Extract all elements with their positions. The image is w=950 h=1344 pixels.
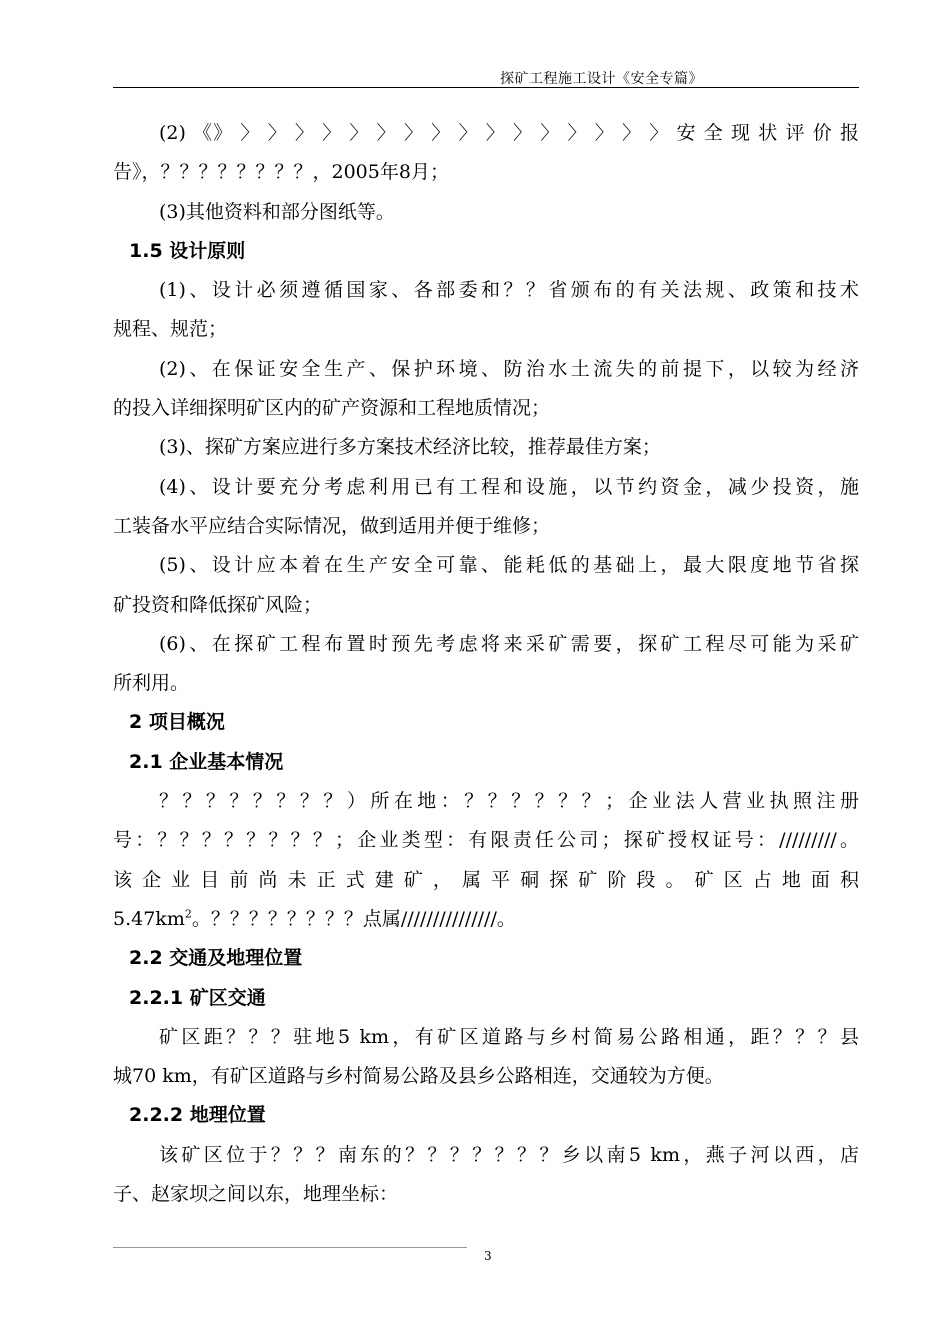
traffic-line-1: 矿区距？？？驻地5 km，有矿区道路与乡村简易公路相通，距？？？县 [159, 1025, 859, 1048]
location-line-1: 该矿区位于？？？南东的？？？？？？？乡以南5 km，燕子河以西，店 [159, 1143, 859, 1166]
header-divider [113, 87, 859, 88]
reference-2-line-1: (2) 《》 〉 〉 〉 〉 〉 〉 〉 〉 〉 〉 〉 〉 〉 〉 〉 〉 安 全 现 状 评 价 报 [159, 122, 859, 144]
principle-5-line-1: (5)、设计应本着在生产安全可靠、能耗低的基础上，最大限度地节省探 [159, 554, 859, 577]
enterprise-line-2: 号：？？？？？？？？；企业类型：有限责任公司；探矿授权证号：/////////。 [113, 829, 859, 852]
area-value: 5.47km [113, 907, 185, 930]
enterprise-line-1: ？？？？？？？？）所在地：？？？？？？；企业法人营业执照注册 [159, 790, 859, 813]
section-heading-2-1: 2.1 企业基本情况 [129, 750, 284, 773]
principle-2-line-1: (2)、在保证安全生产、保护环境、防治水土流失的前提下，以较为经济 [159, 357, 859, 380]
section-heading-1-5: 1.5 设计原则 [129, 239, 246, 262]
enterprise-line-3: 该企业目前尚未正式建矿，属平硐探矿阶段。矿区占地面积 [113, 868, 859, 891]
principle-6-line-1: (6)、在探矿工程布置时预先考虑将来采矿需要，探矿工程尽可能为采矿 [159, 632, 859, 655]
traffic-line-2: 城70 km，有矿区道路与乡村简易公路及县乡公路相连，交通较为方便。 [113, 1065, 724, 1088]
page-number: 3 [484, 1249, 492, 1263]
enterprise-line-4 [113, 900, 859, 939]
location-line-2: 子、赵家坝之间以东，地理坐标： [113, 1183, 399, 1206]
principle-2-line-2: 的投入详细探明矿区内的矿产资源和工程地质情况； [113, 397, 551, 420]
header-title: 探矿工程施工设计《安全专篇》 [500, 71, 703, 87]
reference-2-line-2: 告》，？？？？？？？？，2005年8月； [113, 161, 449, 184]
section-heading-2-2-2: 2.2.2 地理位置 [129, 1104, 266, 1127]
principle-1-line-1: (1)、设计必须遵循国家、各部委和？？省颁布的有关法规、政策和技术 [159, 279, 859, 302]
section-heading-2: 2 项目概况 [129, 711, 225, 734]
document-body [113, 114, 859, 1214]
area-unit-exponent: 2 [184, 907, 192, 921]
principle-4-line-2: 工装备水平应结合实际情况，做到适用并便于维修； [113, 514, 551, 537]
principle-5-line-2: 矿投资和降低探矿风险； [113, 593, 323, 616]
principle-6-line-2: 所利用。 [113, 672, 190, 695]
section-heading-2-2: 2.2 交通及地理位置 [129, 947, 303, 970]
enterprise-line-4-rest: 。？？？？？？？？点属///////////////。 [191, 907, 516, 930]
principle-3-line-1: (3)、探矿方案应进行多方案技术经济比较，推荐最佳方案； [159, 436, 661, 459]
principle-4-line-1: (4)、设计要充分考虑利用已有工程和设施，以节约资金，减少投资，施 [159, 475, 859, 498]
reference-3: (3)其他资料和部分图纸等。 [159, 200, 395, 223]
principle-1-line-2: 规程、规范； [113, 318, 228, 341]
footer-divider [113, 1247, 467, 1248]
section-heading-2-2-1: 2.2.1 矿区交通 [129, 986, 266, 1009]
